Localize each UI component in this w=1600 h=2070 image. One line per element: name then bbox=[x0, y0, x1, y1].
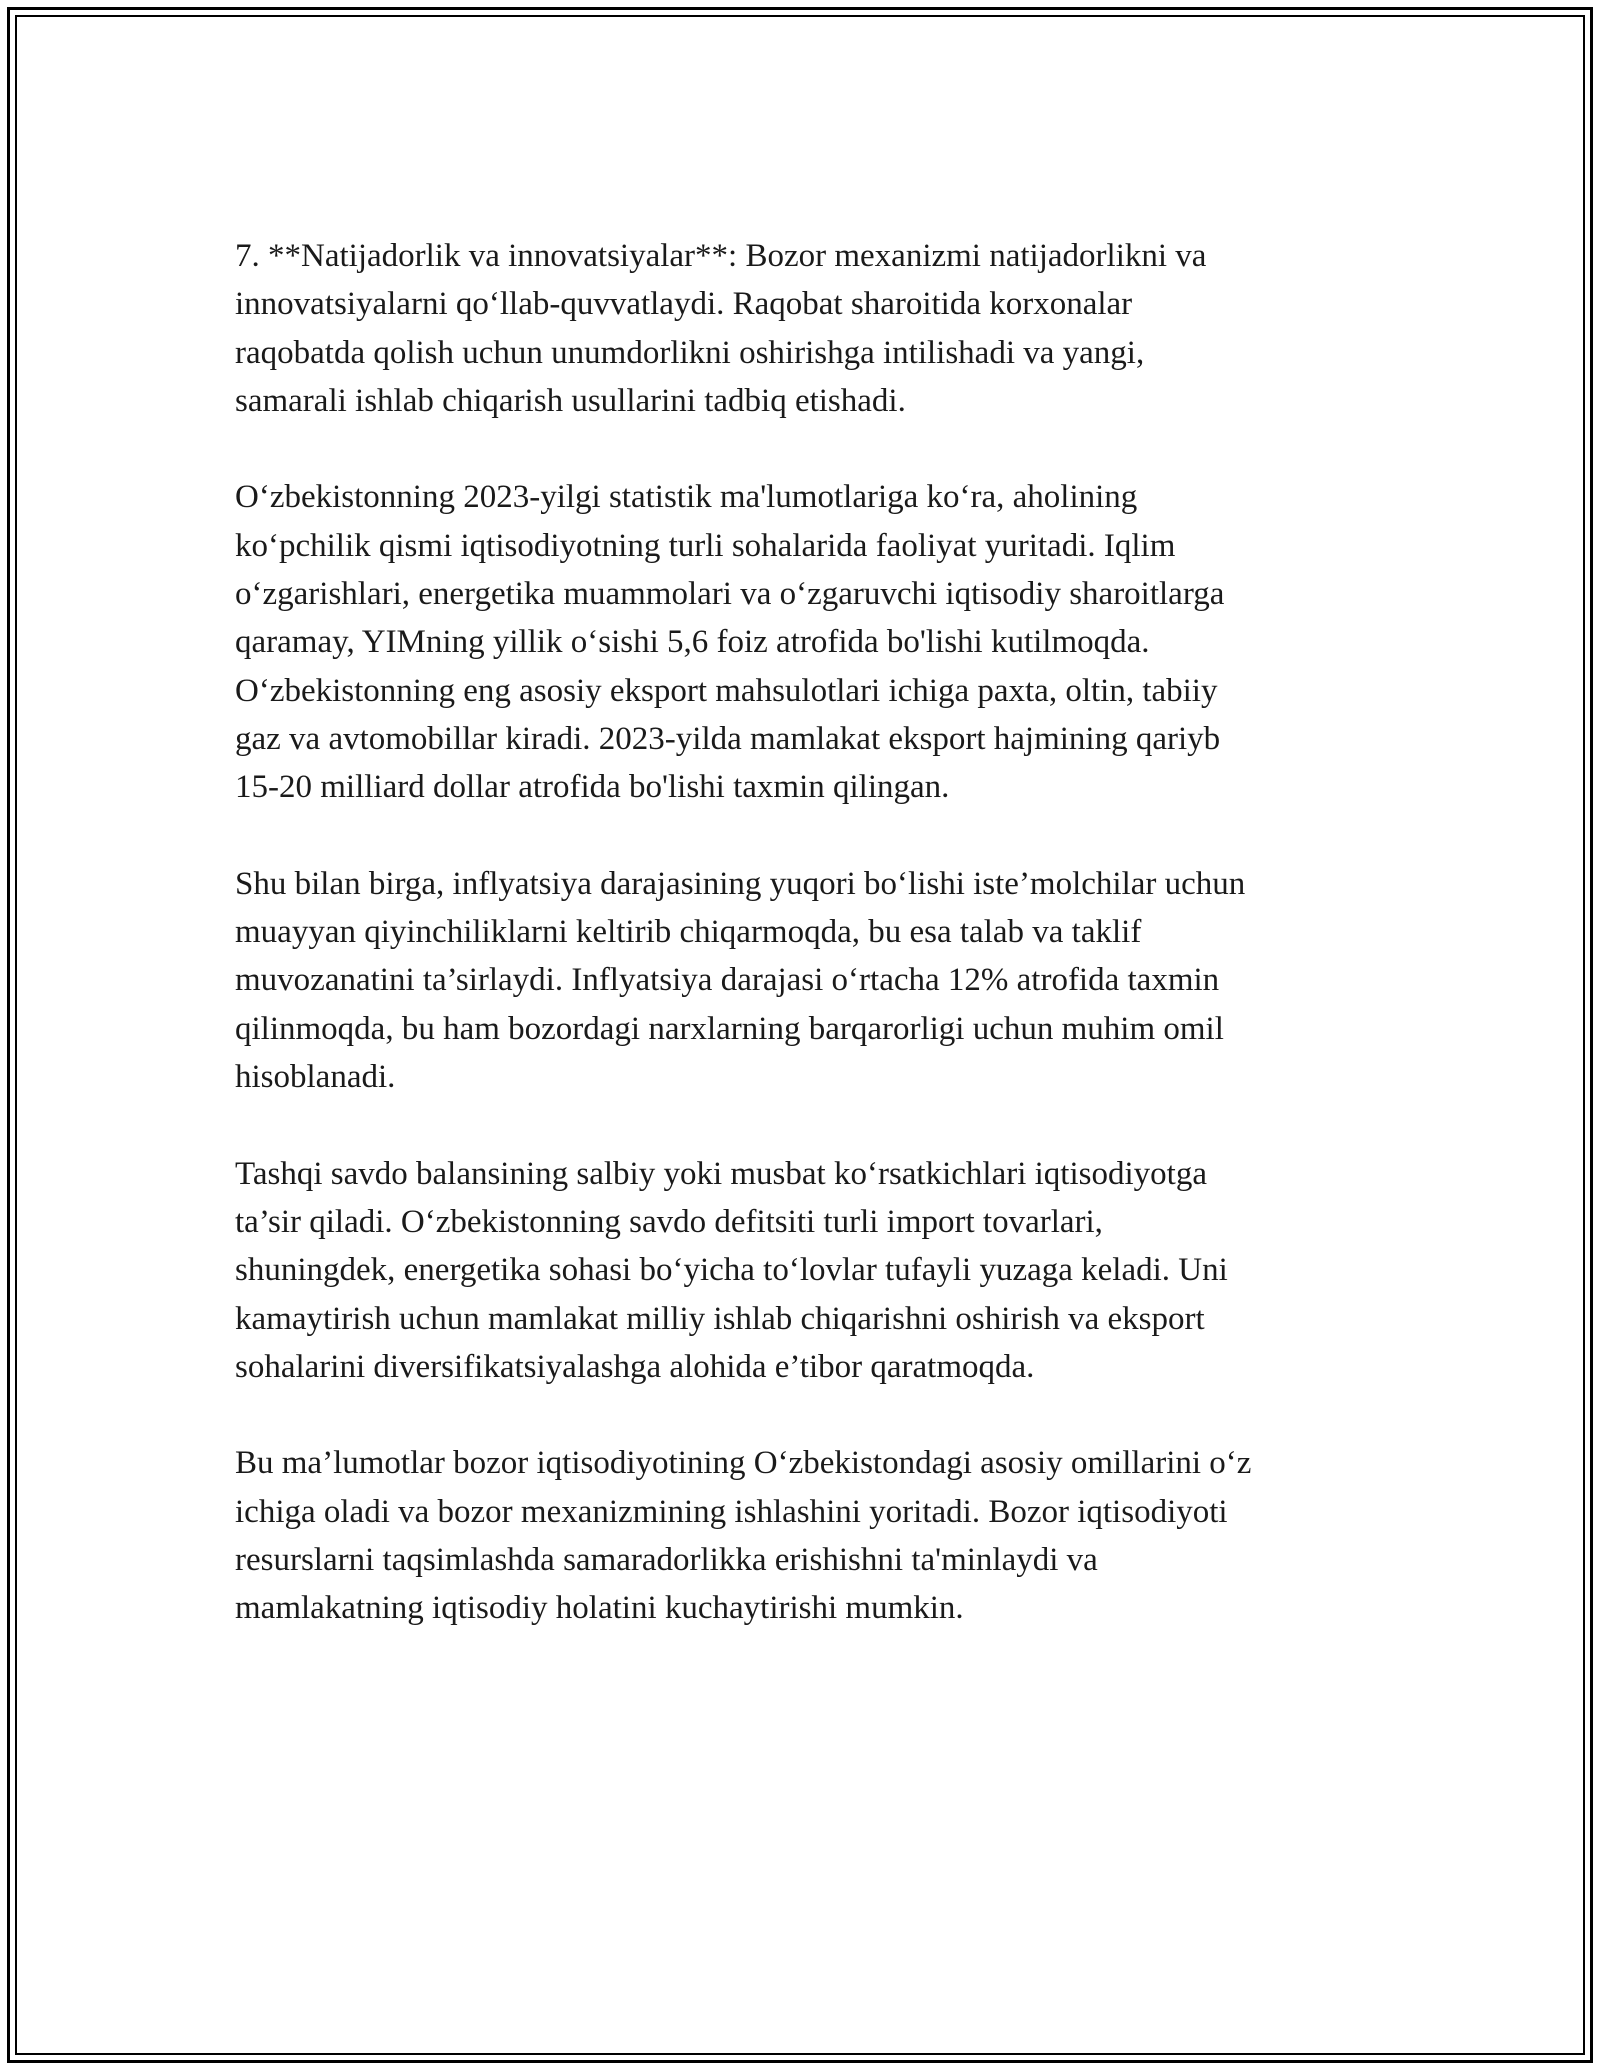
paragraph-inflation: Shu bilan birga, inflyatsiya darajasining yuqori bo‘lishi iste’molchilar uchun muayyan qiyinchiliklarni keltirib chiqarmoqda, bu esa talab va taklif muvozanatini ta’sirlaydi. Inflyatsiya darajasi o‘rtacha 12% atrofida taxmin qilinmoqda, bu ham bozordagi narxlarning barqarorligi uchun muhim omil hisoblanadi. bbox=[235, 865, 1246, 1096]
paragraph-natijadorlik: 7. **Natijadorlik va innovatsiyalar**: Bozor mexanizmi natijadorlikni va innovatsiyalarni qo‘llab-quvvatlaydi. Raqobat sharoitida korxonalar raqobatda qolish uchun unumdorlikni oshirishga intilishadi va yangi, samarali ishlab chiqarish usullarini tadbiq etishadi. bbox=[235, 238, 1207, 419]
paragraph-trade-balance: Tashqi savdo balansining salbiy yoki musbat ko‘rsatkichlari iqtisodiyotga ta’sir qiladi. O‘zbekistonning savdo defitsiti turli import tovarlari, shuningdek, energetika sohasi bo‘yicha to‘lovlar tufayli yuzaga keladi. Uni kamaytirish uchun mamlakat milliy ishlab chiqarishni oshirish va eksport sohalarini diversifikatsiyalashga alohida e’tibor qaratmoqda. bbox=[235, 1155, 1228, 1385]
paragraph-conclusion: Bu ma’lumotlar bozor iqtisodiyotining O‘zbekistondagi asosiy omillarini o‘z ichiga oladi va bozor mexanizmining ishlashini yoritadi. Bozor iqtisodiyoti resurslarni taqsimlashda samaradorlikka erishishni ta'minlaydi va mamlakatning iqtisodiy holatini kuchaytirishi mumkin. bbox=[235, 1445, 1252, 1627]
paragraph-statistics-2023: O‘zbekistonning 2023-yilgi statistik ma'lumotlariga ko‘ra, aholining ko‘pchilik qismi iqtisodiyotning turli sohalarida faoliyat yuritadi. Iqlim o‘zgarishlari, energetika muammolari va o‘zgaruvchi iqtisodiy sharoitlarga qaramay, YIMning yillik o‘sishi 5,6 foiz atrofida bo'lishi kutilmoqda. O‘zbekistonning eng asosiy eksport mahsulotlari ichiga paxta, oltin, tabiiy gaz va avtomobillar kiradi. 2023-yilda mamlakat eksport hajmining qariyb 15-20 milliard dollar atrofida bo'lishi taxmin qilingan. bbox=[235, 479, 1225, 806]
document-body bbox=[235, 232, 1385, 1681]
